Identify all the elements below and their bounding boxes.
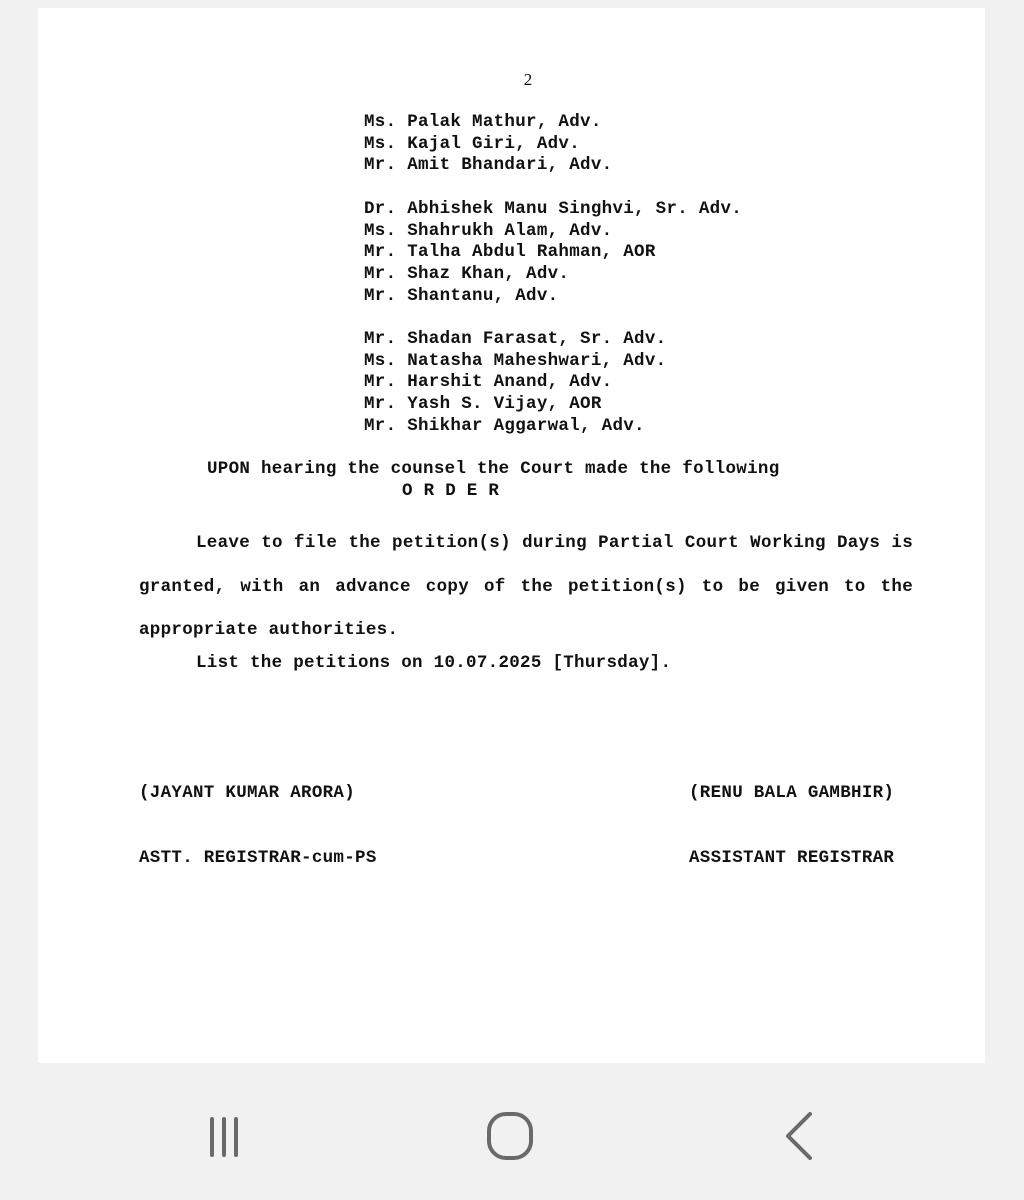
counsel-entry: Mr. Shaz Khan, Adv. <box>364 264 570 285</box>
signatory-right-title: ASSISTANT REGISTRAR <box>689 847 895 868</box>
recents-button[interactable] <box>194 1110 254 1162</box>
order-paragraph: Leave to file the petition(s) during Partial Court Working Days is granted, with an advance copy of the petition(s) to be given to the appropriate authorities. <box>139 533 913 640</box>
counsel-entry: Ms. Kajal Giri, Adv. <box>364 133 581 154</box>
page-number: 2 <box>523 70 533 89</box>
counsel-entry: Mr. Shikhar Aggarwal, Adv. <box>364 415 645 436</box>
order-heading: O R D E R <box>402 481 500 501</box>
upon-hearing-line: UPON hearing the counsel the Court made the following <box>207 459 780 479</box>
counsel-entry: Mr. Yash S. Vijay, AOR <box>364 394 602 415</box>
counsel-entry: Mr. Shadan Farasat, Sr. Adv. <box>364 329 667 349</box>
recents-icon <box>200 1112 248 1160</box>
signatory-left-name: (JAYANT KUMAR ARORA) <box>139 783 356 803</box>
counsel-entry: Ms. Shahrukh Alam, Adv. <box>364 220 613 241</box>
counsel-group-3 <box>364 329 666 438</box>
counsel-entry: Ms. Palak Mathur, Adv. <box>364 112 602 132</box>
home-icon <box>484 1110 536 1162</box>
counsel-entry: Dr. Abhishek Manu Singhvi, Sr. Adv. <box>364 199 743 219</box>
signatory-right-name: (RENU BALA GAMBHIR) <box>689 783 895 803</box>
counsel-entry: Ms. Natasha Maheshwari, Adv. <box>364 350 667 371</box>
signatory-left <box>139 740 377 912</box>
home-button[interactable] <box>480 1110 540 1162</box>
document-page <box>38 8 985 1063</box>
listing-line: List the petitions on 10.07.2025 [Thursday]. <box>196 653 672 673</box>
back-icon <box>774 1110 822 1162</box>
signatory-right <box>689 740 894 912</box>
system-navigation-bar <box>0 1085 1024 1185</box>
counsel-entry: Mr. Shantanu, Adv. <box>364 285 559 306</box>
counsel-entry: Mr. Amit Bhandari, Adv. <box>364 155 613 176</box>
counsel-group-1 <box>364 112 612 177</box>
counsel-entry: Mr. Talha Abdul Rahman, AOR <box>364 242 656 263</box>
counsel-group-2 <box>364 199 742 308</box>
back-button[interactable] <box>768 1110 828 1162</box>
signatory-left-title: ASTT. REGISTRAR-cum-PS <box>139 847 377 868</box>
counsel-entry: Mr. Harshit Anand, Adv. <box>364 372 613 393</box>
